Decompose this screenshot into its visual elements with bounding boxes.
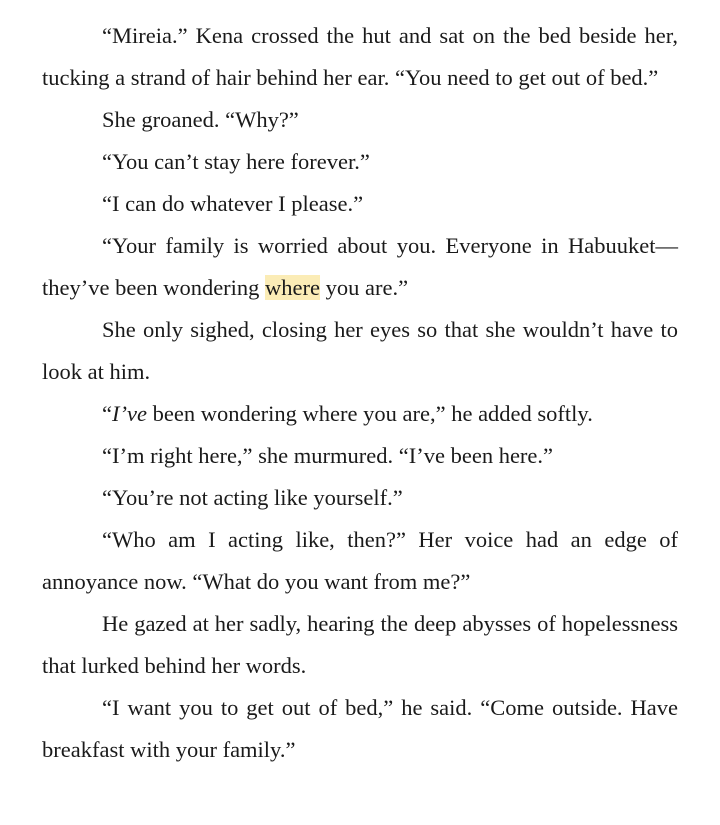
paragraph-8[interactable]: “I’m right here,” she murmured. “I’ve been here.” (102, 443, 554, 468)
paragraph-1[interactable]: “Mireia.” Kena crossed the hut and sat on the bed beside her, tucking a strand of hair behind her ear. “You need to get out of bed.” (42, 23, 678, 90)
paragraph-6[interactable]: She only sighed, closing her eyes so that she wouldn’t have to look at him. (42, 317, 678, 384)
paragraph-7-open-quote: “ (102, 401, 112, 426)
paragraph-7[interactable] (42, 393, 678, 435)
paragraph-10[interactable]: “Who am I acting like, then?” Her voice had an edge of annoyance now. “What do you want from me?” (42, 527, 678, 594)
paragraph-7-text-rest: been wondering where you are,” he added softly. (146, 401, 593, 426)
paragraph-3[interactable]: “You can’t stay here forever.” (102, 149, 370, 174)
paragraph-12[interactable]: “I want you to get out of bed,” he said. “Come outside. Have breakfast with your family.” (42, 695, 678, 762)
paragraph-9[interactable]: “You’re not acting like yourself.” (102, 485, 403, 510)
paragraph-2[interactable]: She groaned. “Why?” (102, 107, 299, 132)
paragraph-5-text-after: you are.” (320, 275, 409, 300)
paragraph-5[interactable] (42, 225, 678, 309)
paragraph-7-italic-word: I’ve (112, 401, 147, 426)
highlighted-word[interactable]: where (265, 275, 321, 300)
paragraph-11[interactable]: He gazed at her sadly, hearing the deep abysses of hopelessness that lurked behind her words. (42, 611, 678, 678)
paragraph-5-text-before: “Your family is worried about you. Everyone in Habuuket—they’ve been wondering (42, 233, 678, 300)
paragraph-4[interactable]: “I can do whatever I please.” (102, 191, 364, 216)
